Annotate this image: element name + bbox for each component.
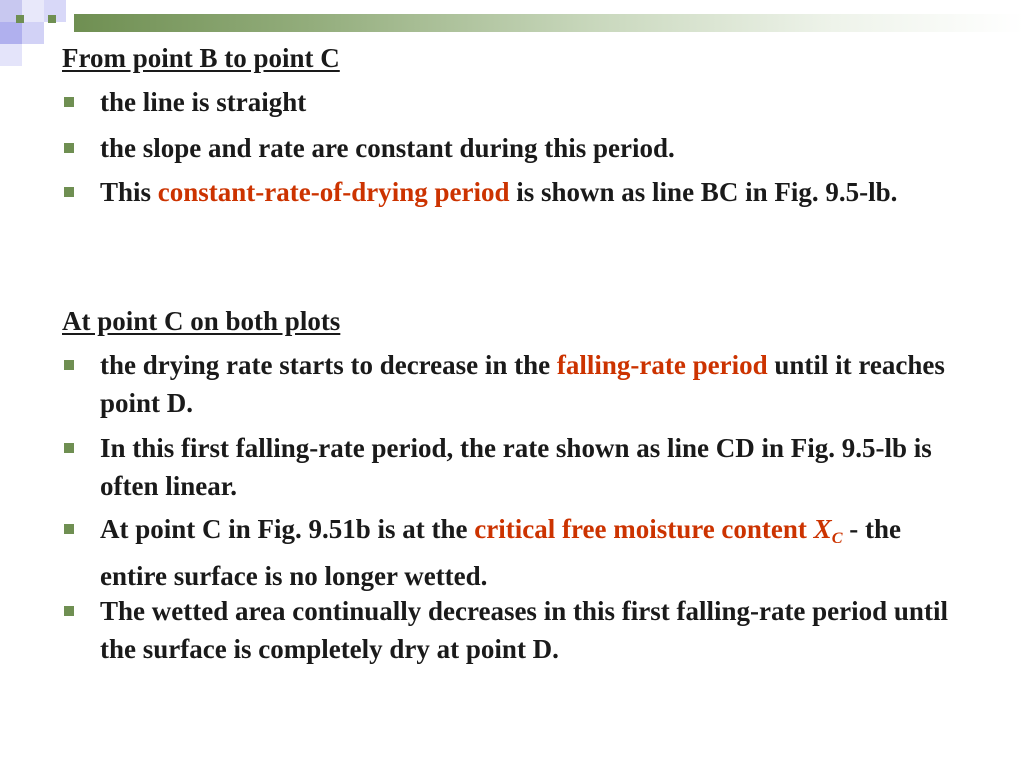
bullet-text-part: the drying rate starts to decrease in the [100,350,557,380]
bullet-text: In this first falling-rate period, the rate shown as line CD in Fig. 9.5-lb is often linear. [100,433,932,501]
bullet-item [62,83,974,121]
bullet-item [62,173,974,211]
bullet-text [100,173,974,211]
deco-square [22,0,44,22]
bullet-text-part: is shown as line BC in Fig. 9.5-lb. [509,177,898,207]
bullet-item [62,592,974,668]
deco-square [16,15,24,23]
section-heading: From point B to point C [62,43,340,73]
variable-symbol [813,514,843,547]
bullet-item [62,510,974,595]
square-bullet-icon [64,97,74,107]
square-bullet-icon [64,443,74,453]
section-heading: At point C on both plots [62,306,341,336]
bullet-text-part: until it reaches point D. [100,350,945,418]
bullet-item [62,429,974,505]
highlight-term: constant-rate-of-drying period [157,177,510,207]
deco-square [48,15,56,23]
square-bullet-icon [64,143,74,153]
square-bullet-icon [64,187,74,197]
deco-square [0,22,22,44]
bullet-text-part: This [100,177,158,207]
deco-square [22,22,44,44]
variable-name: X [813,514,832,544]
bullet-item [62,346,974,422]
bullet-text: the line is straight [100,87,307,117]
square-bullet-icon [64,606,74,616]
highlight-term: critical free moisture content [474,514,814,544]
bullet-item [62,129,974,167]
highlight-term: falling-rate period [556,350,768,380]
deco-square [0,44,22,66]
bullet-text: the slope and rate are constant during this period. [100,133,675,163]
variable-subscript: C [831,528,843,547]
header-gradient-bar [74,14,1024,32]
bullet-text-part: - the entire surface is no longer wetted. [100,514,901,591]
square-bullet-icon [64,524,74,534]
bullet-text: The wetted area continually decreases in this first falling-rate period until the surface is completely dry at point D. [100,596,948,664]
bullet-text [100,510,974,595]
square-bullet-icon [64,360,74,370]
bullet-text [100,346,974,422]
bullet-text-part: At point C in Fig. 9.51b is at the [100,514,475,544]
